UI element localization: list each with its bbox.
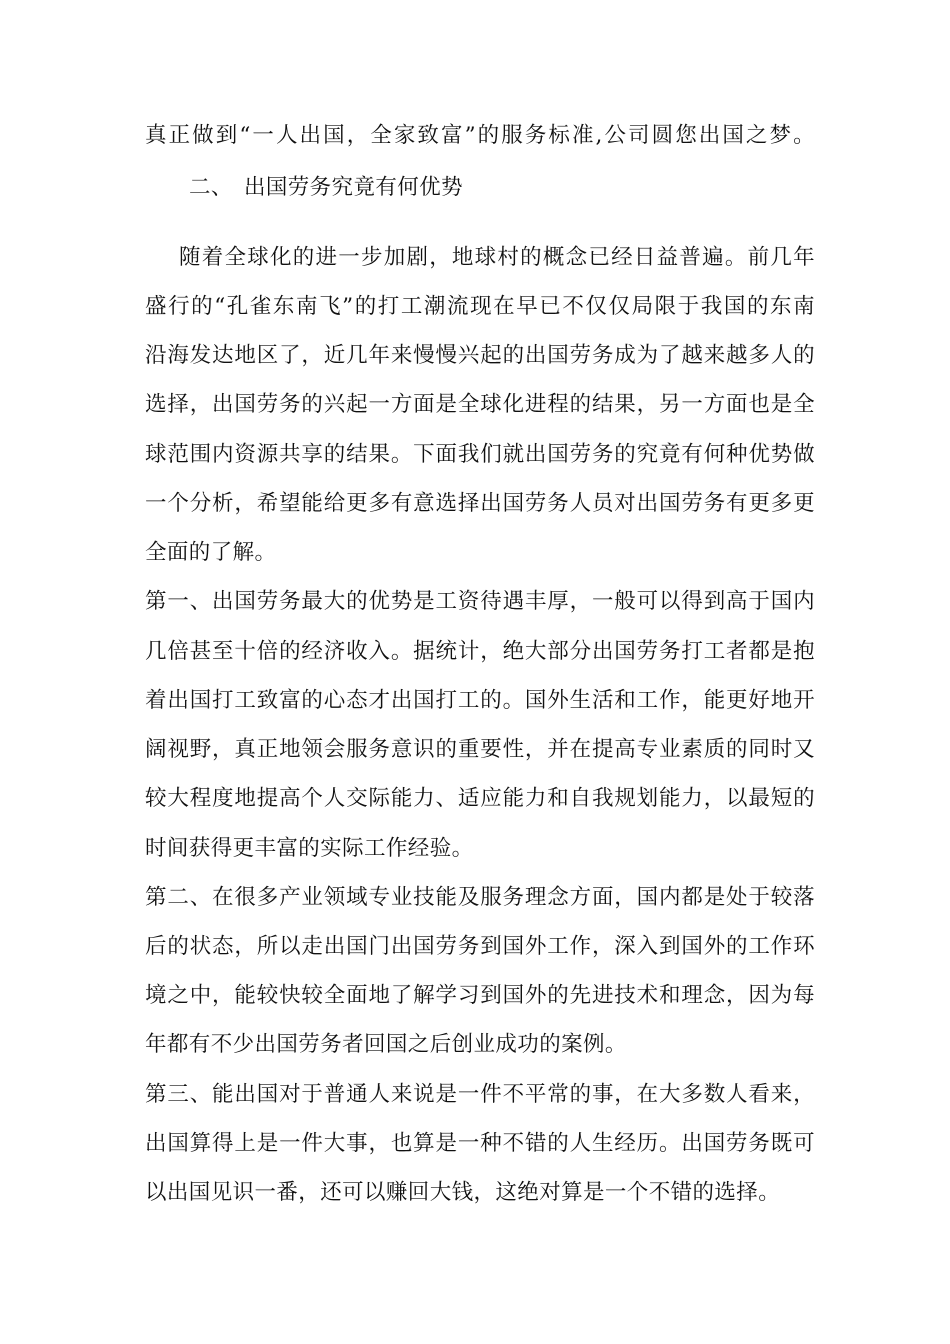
paragraph-2-line-3: 着出国打工致富的心态才出国打工的。国外生活和工作，能更好地开 <box>145 688 815 713</box>
paragraph-2-line-5: 较大程度地提高个人交际能力、适应能力和自我规划能力，以最短的 <box>145 786 815 811</box>
paragraph-3-line-2: 后的状态，所以走出国门出国劳务到国外工作，深入到国外的工作环 <box>145 934 815 959</box>
paragraph-1-line-5: 球范围内资源共享的结果。下面我们就出国劳务的究竟有何种优势做 <box>145 442 815 467</box>
paragraph-1-line-6: 一个分析，希望能给更多有意选择出国劳务人员对出国劳务有更多更 <box>145 491 815 516</box>
paragraph-2-line-6: 时间获得更丰富的实际工作经验。 <box>145 836 474 861</box>
paragraph-1-line-3: 沿海发达地区了，近几年来慢慢兴起的出国劳务成为了越来越多人的 <box>145 343 815 368</box>
paragraph-4-line-1: 第三、能出国对于普通人来说是一件不平常的事，在大多数人看来， <box>145 1082 815 1107</box>
paragraph-4-line-2: 出国算得上是一件大事，也算是一种不错的人生经历。出国劳务既可 <box>145 1131 815 1156</box>
paragraph-3-line-3: 境之中，能较快较全面地了解学习到国外的先进技术和理念，因为每 <box>145 983 815 1008</box>
paragraph-1-line-2: 盛行的“孔雀东南飞”的打工潮流现在早已不仅仅局限于我国的东南 <box>145 294 815 319</box>
paragraph-1-line-7: 全面的了解。 <box>145 540 277 565</box>
paragraph-4-line-3: 以出国见识一番，还可以赚回大钱，这绝对算是一个不错的选择。 <box>145 1180 781 1205</box>
paragraph-1-line-4: 选择，出国劳务的兴起一方面是全球化进程的结果，另一方面也是全 <box>145 392 815 417</box>
paragraph-2-line-1: 第一、出国劳务最大的优势是工资待遇丰厚，一般可以得到高于国内 <box>145 589 815 614</box>
paragraph-2-line-2: 几倍甚至十倍的经济收入。据统计，绝大部分出国劳务打工者都是抱 <box>145 639 815 664</box>
paragraph-1-line-1: 随着全球化的进一步加剧，地球村的概念已经日益普遍。前几年 <box>179 245 815 270</box>
text-line-1: 真正做到“一人出国，全家致富”的服务标准,公司圆您出国之梦。 <box>145 123 815 148</box>
paragraph-3-line-1: 第二、在很多产业领域专业技能及服务理念方面，国内都是处于较落 <box>145 885 815 910</box>
paragraph-3-line-4: 年都有不少出国劳务者回国之后创业成功的案例。 <box>145 1032 627 1057</box>
section-heading: 二、 出国劳务究竟有何优势 <box>189 175 463 200</box>
paragraph-2-line-4: 阔视野，真正地领会服务意识的重要性，并在提高专业素质的同时又 <box>145 737 815 762</box>
